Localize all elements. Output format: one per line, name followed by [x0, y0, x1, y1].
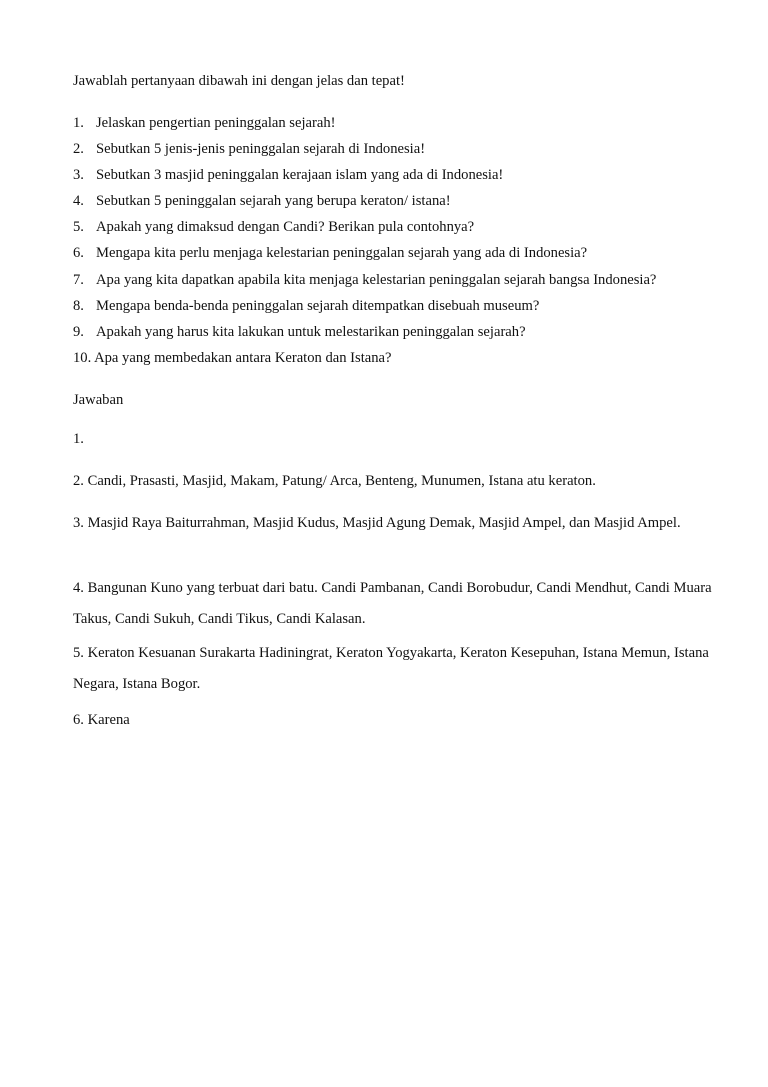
question-item	[73, 323, 526, 341]
question-text: Apakah yang harus kita lakukan untuk melestarikan peninggalan sejarah?	[96, 324, 526, 340]
question-number: 2.	[73, 141, 84, 157]
question-text: Sebutkan 5 peninggalan sejarah yang berupa keraton/ istana!	[96, 193, 451, 209]
answer-item: 5. Keraton Kesuanan Surakarta Hadiningrat, Keraton Yogyakarta, Keraton Kesepuhan, Istana Memun, Istana Negara, Istana Bogor.	[73, 645, 709, 692]
question-number: 10.	[73, 350, 92, 366]
question-item	[73, 166, 503, 184]
question-item	[73, 244, 587, 262]
answers-heading: Jawaban	[73, 392, 124, 408]
question-item	[73, 349, 392, 367]
question-text: Sebutkan 5 jenis-jenis peninggalan sejarah di Indonesia!	[96, 141, 426, 157]
question-item	[73, 140, 425, 158]
question-text: Apa yang membedakan antara Keraton dan Istana?	[94, 350, 392, 366]
instruction-text: Jawablah pertanyaan dibawah ini dengan jelas dan tepat!	[73, 73, 405, 89]
question-number: 9.	[73, 324, 84, 340]
answer-item: 3. Masjid Raya Baiturrahman, Masjid Kudus, Masjid Agung Demak, Masjid Ampel, dan Masjid Ampel.	[73, 515, 681, 531]
question-number: 4.	[73, 193, 84, 209]
question-number: 6.	[73, 245, 84, 261]
question-text: Apa yang kita dapatkan apabila kita menjaga kelestarian peninggalan sejarah bangsa Indonesia?	[96, 272, 657, 288]
question-number: 1.	[73, 115, 84, 131]
question-item	[73, 192, 451, 210]
question-item	[73, 114, 335, 132]
answer-item: 2. Candi, Prasasti, Masjid, Makam, Patung/ Arca, Benteng, Munumen, Istana atu keraton.	[73, 473, 596, 489]
question-text: Apakah yang dimaksud dengan Candi? Berikan pula contohnya?	[96, 219, 475, 235]
answer-item: 6. Karena	[73, 712, 130, 728]
question-number: 5.	[73, 219, 84, 235]
question-text: Mengapa benda-benda peninggalan sejarah ditempatkan disebuah museum?	[96, 298, 540, 314]
question-number: 7.	[73, 272, 84, 288]
question-item	[73, 218, 474, 236]
question-number: 8.	[73, 298, 84, 314]
question-text: Sebutkan 3 masjid peninggalan kerajaan islam yang ada di Indonesia!	[96, 167, 504, 183]
question-item	[73, 271, 656, 289]
answer-item: 1.	[73, 431, 84, 447]
question-item	[73, 297, 539, 315]
question-number: 3.	[73, 167, 84, 183]
question-text: Mengapa kita perlu menjaga kelestarian peninggalan sejarah yang ada di Indonesia?	[96, 245, 588, 261]
question-text: Jelaskan pengertian peninggalan sejarah!	[96, 115, 336, 131]
answer-item: 4. Bangunan Kuno yang terbuat dari batu. Candi Pambanan, Candi Borobudur, Candi Mendhut, Candi Muara Takus, Candi Sukuh, Candi Tikus, Candi Kalasan.	[73, 580, 712, 627]
